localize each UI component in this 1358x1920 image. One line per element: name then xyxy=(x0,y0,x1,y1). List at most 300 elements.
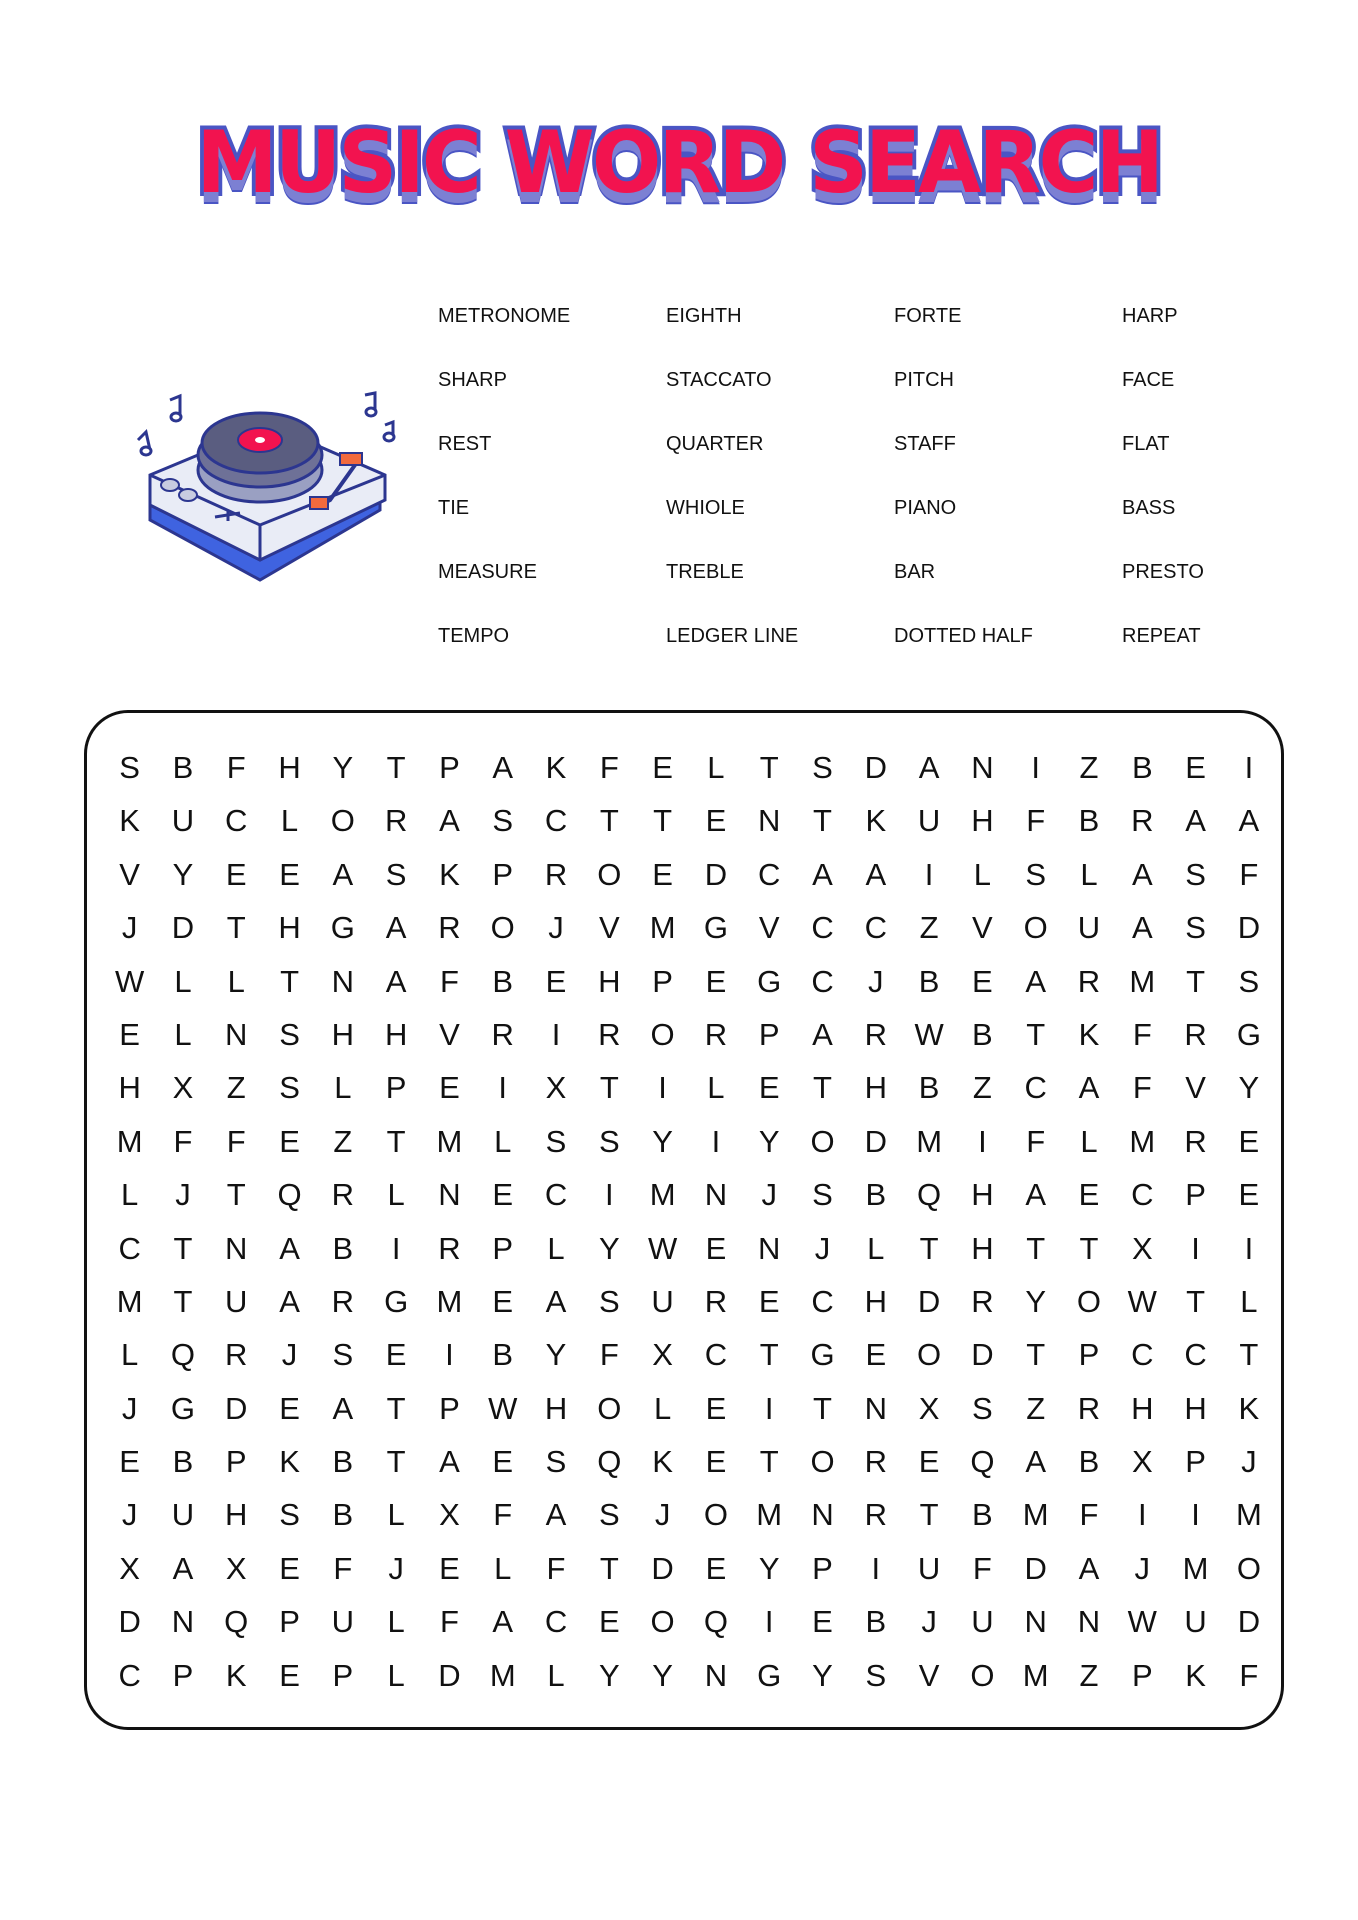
grid-letter: T xyxy=(1186,963,1206,999)
grid-letter: T xyxy=(1026,1016,1046,1052)
grid-letter: T xyxy=(386,1390,406,1426)
title-banner xyxy=(0,108,1358,218)
grid-letter: L xyxy=(174,1016,192,1052)
word-list-item: FORTE xyxy=(894,305,962,327)
word-list-item: MEASURE xyxy=(438,561,537,583)
grid-letter: S xyxy=(865,1657,887,1693)
grid-letter: K xyxy=(119,803,140,839)
grid-letter: B xyxy=(332,1497,354,1533)
word-list-item: PIANO xyxy=(894,497,957,519)
grid-letter: D xyxy=(438,1657,461,1693)
grid-letter: T xyxy=(813,1390,832,1426)
grid-letter: I xyxy=(1137,1497,1147,1533)
grid-letter: Y xyxy=(598,1657,620,1693)
grid-letter: B xyxy=(492,1337,514,1373)
grid-letter: B xyxy=(1078,1444,1100,1480)
grid-letter: H xyxy=(331,1016,355,1052)
grid-letter: L xyxy=(707,1070,725,1106)
word-list xyxy=(438,304,1238,688)
grid-letter: T xyxy=(919,1230,939,1266)
grid-letter: F xyxy=(1239,856,1259,892)
grid-letter: I xyxy=(1244,750,1254,785)
grid-letter: K xyxy=(1238,1390,1260,1426)
grid-letter: B xyxy=(332,1230,354,1266)
grid-letter: L xyxy=(547,1657,565,1693)
grid-letter: O xyxy=(703,1497,728,1533)
grid-letter: G xyxy=(170,1390,195,1426)
grid-letter: L xyxy=(387,1497,405,1533)
grid-letter: M xyxy=(1235,1497,1262,1533)
grid-letter: Q xyxy=(970,1444,995,1480)
grid-letter: S xyxy=(279,1070,300,1106)
grid-letter: B xyxy=(172,1444,194,1480)
grid-letter: D xyxy=(917,1283,941,1319)
grid-letter: A xyxy=(332,856,354,892)
grid-letter: X xyxy=(439,1497,460,1533)
grid-letter: E xyxy=(279,1657,300,1693)
grid-letter: T xyxy=(1026,1230,1046,1266)
word-list-item: QUARTER xyxy=(666,433,764,455)
grid-letter: N xyxy=(971,750,994,785)
grid-letter: G xyxy=(810,1337,835,1373)
grid-letter: G xyxy=(757,1657,782,1693)
grid-letter: N xyxy=(171,1604,195,1640)
grid-letter: E xyxy=(598,1604,620,1640)
grid-letter: L xyxy=(973,856,992,892)
grid-letter: P xyxy=(758,1016,780,1052)
grid-letter: U xyxy=(225,1283,248,1319)
grid-letter: Y xyxy=(758,1550,780,1586)
grid-letter: W xyxy=(647,1230,678,1266)
grid-letter: S xyxy=(812,750,833,785)
grid-letter: M xyxy=(436,1283,463,1319)
grid-letter: J xyxy=(121,1497,138,1533)
grid-letter: E xyxy=(705,1444,727,1480)
grid-letter: A xyxy=(439,1444,460,1480)
grid-letter: Y xyxy=(812,1657,833,1693)
grid-letter: B xyxy=(492,963,514,999)
word-list-item: STACCATO xyxy=(666,369,772,391)
grid-letter: H xyxy=(971,803,994,839)
grid-letter: I xyxy=(605,1177,614,1213)
grid-letter: L xyxy=(867,1230,885,1266)
grid-letter: E xyxy=(1078,1177,1100,1213)
grid-letter: Q xyxy=(170,1337,195,1373)
grid-letter: L xyxy=(1080,856,1098,892)
grid-letter: S xyxy=(545,1123,567,1159)
grid-letter: O xyxy=(597,856,622,892)
grid-letter: H xyxy=(278,750,301,785)
grid-letter: E xyxy=(439,1070,460,1106)
grid-letter: I xyxy=(1191,1230,1200,1266)
grid-letter: M xyxy=(1129,963,1156,999)
grid-letter: E xyxy=(705,963,727,999)
grid-letter: K xyxy=(865,803,887,839)
grid-letter: R xyxy=(1184,1123,1207,1159)
word-list-item: LEDGER LINE xyxy=(666,625,799,647)
grid-letter: I xyxy=(871,1550,881,1586)
grid-letter: K xyxy=(439,856,460,892)
grid-letter: A xyxy=(1025,1444,1047,1480)
grid-letter: E xyxy=(279,856,300,892)
grid-letter: H xyxy=(598,963,621,999)
grid-letter: O xyxy=(1076,1283,1102,1319)
word-list-item: STAFF xyxy=(894,433,956,455)
grid-letter: O xyxy=(1023,910,1048,946)
grid-letter: R xyxy=(704,1283,728,1319)
grid-letter: Z xyxy=(919,910,939,946)
grid-letter: O xyxy=(810,1123,835,1159)
grid-letter: G xyxy=(703,910,728,946)
grid-letter: Z xyxy=(333,1123,353,1159)
grid-letter: C xyxy=(811,1283,834,1319)
grid-letter: Z xyxy=(1079,750,1099,785)
grid-letter: I xyxy=(764,1390,774,1426)
grid-letter: E xyxy=(705,803,727,839)
grid-letter: T xyxy=(919,1497,939,1533)
grid-letter: C xyxy=(704,1337,728,1373)
grid-letter: M xyxy=(649,1177,676,1213)
grid-letter: H xyxy=(118,1070,141,1106)
grid-letter: B xyxy=(1078,803,1100,839)
grid-letter: E xyxy=(652,750,673,785)
grid-letter: C xyxy=(225,803,248,839)
grid-letter: T xyxy=(599,1550,619,1586)
grid-letter: F xyxy=(1132,1070,1152,1106)
grid-letter: A xyxy=(812,1016,833,1052)
grid-letter: M xyxy=(1182,1550,1209,1586)
grid-letter: C xyxy=(1024,1070,1047,1106)
grid-letter: Y xyxy=(652,1657,673,1693)
grid-letter: D xyxy=(171,910,195,946)
grid-letter: A xyxy=(918,750,940,785)
grid-letter: P xyxy=(279,1604,300,1640)
grid-letter: T xyxy=(599,1070,619,1106)
grid-letter: J xyxy=(388,1550,404,1586)
grid-letter: A xyxy=(172,1550,194,1586)
grid-letter: F xyxy=(439,1604,459,1640)
grid-letter: Y xyxy=(1238,1070,1260,1106)
grid-letter: F xyxy=(1026,1123,1046,1159)
grid-letter: H xyxy=(971,1230,994,1266)
grid-letter: E xyxy=(652,856,673,892)
grid-letter: V xyxy=(758,910,780,946)
grid-letter: P xyxy=(1185,1444,1206,1480)
grid-letter: P xyxy=(439,1390,460,1426)
grid-letter: I xyxy=(1244,1230,1254,1266)
grid-letter: A xyxy=(1078,1550,1100,1586)
grid-letter: A xyxy=(385,910,407,946)
grid-letter: P xyxy=(225,1444,247,1480)
grid-letter: E xyxy=(385,1337,407,1373)
grid-letter: N xyxy=(811,1497,834,1533)
grid-letter: I xyxy=(1031,750,1040,785)
word-list-item: FACE xyxy=(1122,369,1175,391)
grid-letter: A xyxy=(545,1283,567,1319)
grid-letter: J xyxy=(761,1177,777,1213)
grid-letter: K xyxy=(1185,1657,1206,1693)
grid-letter: T xyxy=(386,1444,406,1480)
grid-letter: V xyxy=(972,910,993,946)
grid-letter: N xyxy=(704,1657,728,1693)
grid-letter: O xyxy=(650,1604,675,1640)
word-list-item: PITCH xyxy=(894,369,954,391)
word-list-item: TIE xyxy=(438,497,470,519)
grid-letter: E xyxy=(705,1230,727,1266)
grid-letter: R xyxy=(971,1283,994,1319)
grid-letter: F xyxy=(226,1123,246,1159)
grid-letter: H xyxy=(864,1070,887,1106)
grid-letter: E xyxy=(758,1283,780,1319)
grid-letter: F xyxy=(493,1497,513,1533)
grid-letter: A xyxy=(1131,856,1153,892)
grid-letter: D xyxy=(864,1123,887,1159)
grid-letter: H xyxy=(544,1390,568,1426)
grid-letter: B xyxy=(332,1444,354,1480)
grid-letter: A xyxy=(812,856,833,892)
grid-letter: W xyxy=(488,1390,518,1426)
grid-letter: K xyxy=(545,750,567,785)
grid-letter: F xyxy=(599,1337,619,1373)
grid-letter: E xyxy=(705,1550,727,1586)
grid-letter: H xyxy=(1131,1390,1154,1426)
grid-letter: S xyxy=(812,1177,833,1213)
word-list-item: REPEAT xyxy=(1122,625,1201,647)
grid-letter: C xyxy=(864,910,887,946)
grid-letter: P xyxy=(172,1657,194,1693)
grid-letter: R xyxy=(384,803,408,839)
grid-letter: Q xyxy=(597,1444,622,1480)
grid-letter: P xyxy=(1078,1337,1100,1373)
grid-letter: R xyxy=(544,856,568,892)
grid-letter: A xyxy=(1185,803,1206,839)
grid-letter: A xyxy=(279,1283,300,1319)
grid-letter: B xyxy=(172,750,194,785)
grid-letter: T xyxy=(599,803,619,839)
grid-letter: J xyxy=(175,1177,191,1213)
grid-letter: T xyxy=(759,750,779,785)
grid-letter: H xyxy=(384,1016,408,1052)
grid-letter: L xyxy=(121,1177,139,1213)
grid-letter: E xyxy=(1238,1123,1260,1159)
grid-letter: L xyxy=(334,1070,352,1106)
grid-letter: T xyxy=(1079,1230,1099,1266)
grid-letter: Z xyxy=(1079,1657,1099,1693)
grid-letter: F xyxy=(1026,803,1046,839)
grid-letter: R xyxy=(438,1230,461,1266)
grid-letter: J xyxy=(814,1230,831,1266)
grid-letter: R xyxy=(598,1016,621,1052)
grid-letter: D xyxy=(1237,1604,1261,1640)
grid-letter: M xyxy=(1022,1657,1049,1693)
grid-letter: I xyxy=(551,1016,561,1052)
grid-letter: L xyxy=(707,750,725,785)
grid-letter: M xyxy=(116,1123,143,1159)
grid-letter: G xyxy=(384,1283,409,1319)
grid-letter: C xyxy=(544,803,568,839)
grid-letter: G xyxy=(330,910,355,946)
grid-letter: X xyxy=(1131,1444,1153,1480)
grid-letter: E xyxy=(492,1177,514,1213)
grid-letter: T xyxy=(759,1337,779,1373)
grid-letter: U xyxy=(917,803,941,839)
grid-letter: E xyxy=(279,1123,300,1159)
grid-letter: T xyxy=(653,803,673,839)
grid-letter: H xyxy=(278,910,301,946)
grid-letter: C xyxy=(811,910,834,946)
grid-letter: F xyxy=(439,963,459,999)
grid-letter: O xyxy=(917,1337,942,1373)
grid-letter: F xyxy=(1239,1657,1259,1693)
grid-letter: S xyxy=(598,1283,620,1319)
grid-letter: D xyxy=(118,1604,141,1640)
grid-letter: Y xyxy=(172,856,194,892)
grid-letter: N xyxy=(438,1177,461,1213)
grid-letter: E xyxy=(1185,750,1206,785)
grid-letter: E xyxy=(492,1283,514,1319)
grid-letter: K xyxy=(652,1444,673,1480)
word-list-item: EIGHTH xyxy=(666,305,742,327)
grid-letter: Y xyxy=(545,1337,567,1373)
grid-letter: F xyxy=(226,750,246,785)
grid-letter: B xyxy=(972,1497,993,1533)
grid-letter: R xyxy=(1077,1390,1101,1426)
grid-letter: V xyxy=(439,1016,460,1052)
grid-letter: X xyxy=(225,1550,247,1586)
grid-letter: P xyxy=(492,856,514,892)
word-list-item: WHIOLE xyxy=(666,497,745,519)
grid-letter: T xyxy=(173,1230,193,1266)
grid-letter: G xyxy=(1236,1016,1261,1052)
grid-letter: B xyxy=(1131,750,1153,785)
grid-letter: S xyxy=(598,1497,620,1533)
grid-letter: M xyxy=(1022,1497,1049,1533)
grid-letter: F xyxy=(599,750,619,785)
grid-letter: Y xyxy=(652,1123,673,1159)
grid-letter: M xyxy=(1129,1123,1156,1159)
grid-letter: L xyxy=(174,963,192,999)
grid-letter: U xyxy=(331,1604,355,1640)
grid-letter: Q xyxy=(917,1177,942,1213)
grid-letter: Q xyxy=(277,1177,302,1213)
grid-letter: A xyxy=(545,1497,567,1533)
grid-letter: R xyxy=(331,1177,355,1213)
grid-letter: A xyxy=(1131,910,1153,946)
grid-letter: R xyxy=(225,1337,248,1373)
grid-letter: V xyxy=(119,856,140,892)
grid-letter: W xyxy=(1127,1604,1157,1640)
grid-letter: E xyxy=(119,1444,140,1480)
grid-letter: B xyxy=(972,1016,993,1052)
grid-letter: N xyxy=(331,963,355,999)
grid-letter: H xyxy=(1184,1390,1207,1426)
grid-letter: D xyxy=(864,750,887,785)
grid-letter: S xyxy=(1185,856,1206,892)
grid-letter: P xyxy=(1131,1657,1153,1693)
grid-letter: C xyxy=(1184,1337,1207,1373)
grid-letter: T xyxy=(1239,1337,1259,1373)
letter-grid xyxy=(103,741,1276,1702)
grid-letter: B xyxy=(918,963,940,999)
grid-letter: R xyxy=(864,1497,887,1533)
grid-letter: T xyxy=(1026,1337,1046,1373)
grid-letter: C xyxy=(1131,1177,1154,1213)
grid-letter: I xyxy=(924,856,934,892)
word-list-item: DOTTED HALF xyxy=(894,625,1033,647)
grid-letter: F xyxy=(333,1550,353,1586)
grid-letter: E xyxy=(1238,1177,1260,1213)
grid-letter: R xyxy=(1077,963,1101,999)
grid-letter: J xyxy=(121,1390,138,1426)
word-list-item: TREBLE xyxy=(666,561,744,583)
grid-letter: Y xyxy=(758,1123,780,1159)
grid-letter: L xyxy=(387,1604,405,1640)
grid-letter: O xyxy=(810,1444,835,1480)
grid-letter: L xyxy=(494,1123,512,1159)
grid-letter: S xyxy=(1238,963,1260,999)
grid-letter: X xyxy=(119,1550,140,1586)
grid-letter: D xyxy=(704,856,728,892)
grid-letter: R xyxy=(1184,1016,1207,1052)
grid-letter: I xyxy=(1191,1497,1200,1533)
grid-letter: O xyxy=(490,910,515,946)
grid-letter: M xyxy=(916,1123,943,1159)
grid-letter: R xyxy=(704,1016,728,1052)
grid-letter: E xyxy=(812,1604,833,1640)
word-list-item: HARP xyxy=(1122,305,1178,327)
grid-letter: C xyxy=(118,1230,141,1266)
grid-letter: E xyxy=(545,963,567,999)
grid-letter: I xyxy=(445,1337,454,1373)
grid-letter: E xyxy=(972,963,993,999)
grid-letter: P xyxy=(439,750,460,785)
grid-letter: N xyxy=(758,1230,781,1266)
grid-letter: A xyxy=(1238,803,1260,839)
grid-letter: L xyxy=(387,1657,405,1693)
grid-letter: K xyxy=(225,1657,247,1693)
grid-letter: N xyxy=(1077,1604,1101,1640)
grid-letter: E xyxy=(279,1390,300,1426)
grid-letter: S xyxy=(972,1390,993,1426)
grid-letter: A xyxy=(865,856,887,892)
grid-letter: R xyxy=(864,1444,887,1480)
grid-letter: R xyxy=(491,1016,514,1052)
grid-letter: T xyxy=(173,1283,193,1319)
grid-letter: C xyxy=(118,1657,141,1693)
grid-letter: D xyxy=(651,1550,674,1586)
grid-letter: L xyxy=(227,963,245,999)
grid-letter: E xyxy=(279,1550,300,1586)
grid-letter: X xyxy=(172,1070,194,1106)
grid-letter: M xyxy=(116,1283,143,1319)
grid-letter: I xyxy=(498,1070,508,1106)
grid-letter: N xyxy=(225,1230,248,1266)
grid-letter: E xyxy=(865,1337,887,1373)
word-list-item: REST xyxy=(438,433,492,455)
grid-letter: A xyxy=(1025,963,1047,999)
grid-letter: Y xyxy=(1025,1283,1047,1319)
grid-letter: P xyxy=(652,963,673,999)
grid-letter: O xyxy=(330,803,355,839)
grid-letter: V xyxy=(1185,1070,1206,1106)
grid-letter: T xyxy=(386,750,406,785)
grid-letter: F xyxy=(972,1550,992,1586)
grid-letter: K xyxy=(1078,1016,1100,1052)
grid-letter: C xyxy=(758,856,781,892)
grid-letter: P xyxy=(1185,1177,1206,1213)
word-list-item: SHARP xyxy=(438,369,507,391)
grid-letter: E xyxy=(492,1444,514,1480)
